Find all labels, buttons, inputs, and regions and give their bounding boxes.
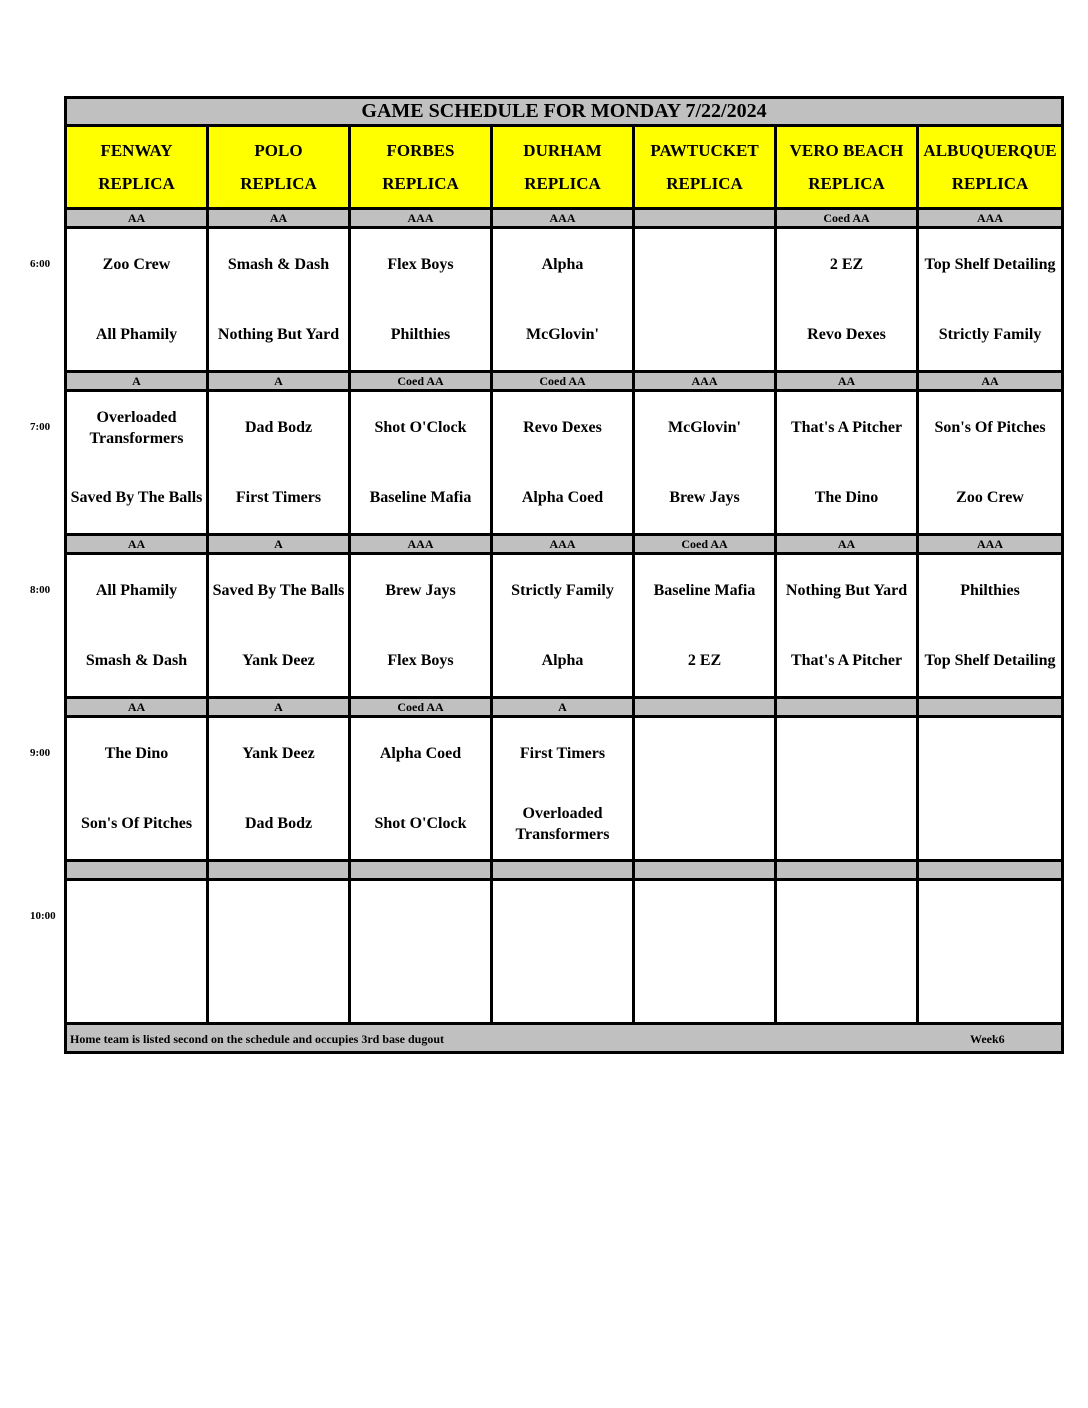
- division-label: Coed AA: [634, 535, 776, 554]
- field-header: [208, 126, 350, 209]
- game-cell: [776, 391, 918, 535]
- game-row: [66, 554, 1063, 698]
- game-cell: [492, 717, 634, 861]
- game-cell: [918, 717, 1063, 861]
- away-team: McGlovin': [668, 419, 741, 436]
- home-team: Revo Dexes: [807, 326, 886, 343]
- away-team: Brew Jays: [385, 582, 456, 599]
- division-label: [634, 861, 776, 880]
- footer-row: [66, 1024, 1063, 1053]
- division-label: AA: [208, 209, 350, 228]
- away-team: The Dino: [104, 745, 169, 762]
- away-team: [635, 882, 774, 952]
- home-team: [635, 300, 774, 370]
- field-header: [776, 126, 918, 209]
- home-team: [351, 952, 490, 1022]
- field-name: DURHAM: [523, 141, 602, 160]
- time-slot-label: 8:00: [30, 583, 51, 596]
- field-name: VERO BEACH: [789, 141, 904, 160]
- game-cell: [492, 391, 634, 535]
- home-team: Top Shelf Detailing: [924, 652, 1056, 669]
- away-team: Shot O'Clock: [374, 419, 467, 436]
- division-label: A: [208, 372, 350, 391]
- home-team: McGlovin': [526, 326, 599, 343]
- home-team: Flex Boys: [387, 652, 454, 669]
- division-label: AAA: [918, 535, 1063, 554]
- home-team: [635, 789, 774, 859]
- away-team: Top Shelf Detailing: [924, 256, 1056, 273]
- division-label: Coed AA: [776, 209, 918, 228]
- away-team: [635, 719, 774, 789]
- home-team: [635, 952, 774, 1022]
- division-label: AAA: [492, 535, 634, 554]
- game-cell: [492, 228, 634, 372]
- away-team: [635, 230, 774, 300]
- footer-note: Home team is listed second on the schedule and occupies 3rd base dugout: [70, 1032, 445, 1046]
- footer-cell: [66, 1024, 1063, 1053]
- game-cell: [634, 880, 776, 1024]
- away-team: [351, 882, 490, 952]
- away-team: [209, 882, 348, 952]
- field-header: [350, 126, 492, 209]
- home-team: [919, 789, 1061, 859]
- away-team: Flex Boys: [387, 256, 454, 273]
- game-cell: [918, 228, 1063, 372]
- away-team: Baseline Mafia: [653, 582, 756, 599]
- division-label: AA: [66, 535, 208, 554]
- away-team: Revo Dexes: [523, 419, 602, 436]
- division-label: [634, 698, 776, 717]
- home-team: Yank Deez: [242, 652, 315, 669]
- game-cell: [66, 554, 208, 698]
- field-header: [918, 126, 1063, 209]
- away-team: Saved By The Balls: [212, 582, 345, 599]
- home-team: Saved By The Balls: [70, 489, 203, 506]
- game-cell: [66, 880, 208, 1024]
- away-team: Smash & Dash: [227, 256, 330, 273]
- game-cell: [634, 554, 776, 698]
- game-cell: [208, 391, 350, 535]
- division-row: [66, 372, 1063, 391]
- away-team: All Phamily: [95, 582, 178, 599]
- home-team: [209, 952, 348, 1022]
- division-label: AAA: [350, 535, 492, 554]
- division-label: [634, 209, 776, 228]
- away-team: Alpha Coed: [379, 745, 462, 762]
- away-team: Philthies: [960, 582, 1020, 599]
- game-cell: [208, 554, 350, 698]
- field-name: FENWAY: [100, 141, 173, 160]
- division-row: [66, 535, 1063, 554]
- home-team: [919, 952, 1061, 1022]
- home-team: Philthies: [390, 326, 451, 343]
- field-subtitle: REPLICA: [666, 174, 743, 193]
- week-label: Week6: [970, 1032, 1005, 1046]
- home-team: [777, 789, 916, 859]
- home-team: Smash & Dash: [85, 652, 188, 669]
- home-team: Alpha Coed: [521, 489, 604, 506]
- division-label: [918, 861, 1063, 880]
- game-cell: [634, 228, 776, 372]
- home-team: All Phamily: [95, 326, 178, 343]
- away-team: Dad Bodz: [244, 419, 313, 436]
- game-cell: [350, 717, 492, 861]
- division-label: Coed AA: [350, 372, 492, 391]
- game-cell: [776, 554, 918, 698]
- away-team: [67, 882, 206, 952]
- away-team: 2 EZ: [829, 256, 864, 273]
- division-label: [66, 861, 208, 880]
- game-cell: [208, 717, 350, 861]
- game-cell: [350, 554, 492, 698]
- away-team: Strictly Family: [511, 582, 614, 599]
- away-team: [777, 719, 916, 789]
- field-name: POLO: [254, 141, 303, 160]
- division-label: [492, 861, 634, 880]
- home-team: Brew Jays: [669, 489, 740, 506]
- game-cell: [66, 228, 208, 372]
- game-cell: [350, 228, 492, 372]
- home-team: Alpha: [541, 652, 584, 669]
- field-subtitle: REPLICA: [382, 174, 459, 193]
- away-team: Zoo Crew: [102, 256, 171, 273]
- game-cell: [634, 717, 776, 861]
- game-cell: [208, 228, 350, 372]
- home-team: Overloaded Transformers: [515, 804, 610, 843]
- home-team: [493, 952, 632, 1022]
- home-team: Zoo Crew: [956, 489, 1024, 506]
- game-cell: [208, 880, 350, 1024]
- away-team: Nothing But Yard: [785, 582, 908, 599]
- home-team: Son's Of Pitches: [80, 815, 193, 832]
- away-team: [493, 882, 632, 952]
- division-label: [776, 698, 918, 717]
- division-label: AA: [66, 209, 208, 228]
- schedule-table: [64, 96, 1064, 1054]
- game-row: [66, 228, 1063, 372]
- division-label: Coed AA: [350, 698, 492, 717]
- game-cell: [918, 391, 1063, 535]
- division-label: AA: [776, 372, 918, 391]
- home-team: Dad Bodz: [244, 815, 313, 832]
- game-cell: [776, 717, 918, 861]
- home-team: Nothing But Yard: [217, 326, 340, 343]
- division-label: [350, 861, 492, 880]
- field-subtitle: REPLICA: [240, 174, 317, 193]
- division-label: [918, 698, 1063, 717]
- division-label: AA: [918, 372, 1063, 391]
- home-team: First Timers: [235, 489, 322, 506]
- game-cell: [634, 391, 776, 535]
- division-label: AAA: [492, 209, 634, 228]
- field-name: ALBUQUERQUE: [923, 141, 1057, 160]
- away-team: Son's Of Pitches: [934, 419, 1046, 436]
- away-team: [919, 882, 1061, 952]
- division-label: AA: [776, 535, 918, 554]
- division-label: AA: [66, 698, 208, 717]
- field-header-row: [66, 126, 1063, 209]
- division-row: [66, 209, 1063, 228]
- field-header: [66, 126, 208, 209]
- home-team: Baseline Mafia: [369, 489, 472, 506]
- game-cell: [350, 880, 492, 1024]
- game-row: [66, 717, 1063, 861]
- away-team: [919, 719, 1061, 789]
- division-label: Coed AA: [492, 372, 634, 391]
- division-row: [66, 861, 1063, 880]
- schedule-title: GAME SCHEDULE FOR MONDAY 7/22/2024: [66, 98, 1063, 126]
- division-label: [776, 861, 918, 880]
- game-cell: [918, 554, 1063, 698]
- division-label: AAA: [350, 209, 492, 228]
- game-row: [66, 391, 1063, 535]
- game-row: [66, 880, 1063, 1024]
- away-team: Alpha: [541, 256, 584, 273]
- game-cell: [66, 717, 208, 861]
- home-team: Shot O'Clock: [374, 815, 467, 832]
- field-subtitle: REPLICA: [524, 174, 601, 193]
- game-cell: [66, 391, 208, 535]
- time-slot-label: 7:00: [30, 420, 51, 433]
- game-cell: [776, 880, 918, 1024]
- home-team: 2 EZ: [687, 652, 722, 669]
- game-cell: [492, 880, 634, 1024]
- game-cell: [918, 880, 1063, 1024]
- home-team: The Dino: [814, 489, 879, 506]
- home-team: [67, 952, 206, 1022]
- field-subtitle: REPLICA: [808, 174, 885, 193]
- home-team: That's A Pitcher: [790, 652, 903, 669]
- field-subtitle: REPLICA: [951, 174, 1029, 193]
- division-row: [66, 698, 1063, 717]
- away-team: Yank Deez: [242, 745, 315, 762]
- division-label: A: [208, 535, 350, 554]
- field-subtitle: REPLICA: [98, 174, 175, 193]
- time-slot-label: 10:00: [30, 909, 56, 922]
- away-team: Overloaded Transformers: [89, 408, 184, 447]
- game-cell: [350, 391, 492, 535]
- division-label: [208, 861, 350, 880]
- home-team: [777, 952, 916, 1022]
- away-team: First Timers: [519, 745, 606, 762]
- field-name: PAWTUCKET: [650, 141, 759, 160]
- time-slot-label: 6:00: [30, 257, 51, 270]
- away-team: That's A Pitcher: [790, 419, 903, 436]
- home-team: Strictly Family: [938, 326, 1042, 343]
- division-label: A: [66, 372, 208, 391]
- game-cell: [492, 554, 634, 698]
- field-header: [492, 126, 634, 209]
- away-team: [777, 882, 916, 952]
- division-label: AAA: [918, 209, 1063, 228]
- division-label: A: [492, 698, 634, 717]
- time-slot-label: 9:00: [30, 746, 51, 759]
- division-label: AAA: [634, 372, 776, 391]
- game-cell: [776, 228, 918, 372]
- field-name: FORBES: [386, 141, 455, 160]
- field-header: [634, 126, 776, 209]
- division-label: A: [208, 698, 350, 717]
